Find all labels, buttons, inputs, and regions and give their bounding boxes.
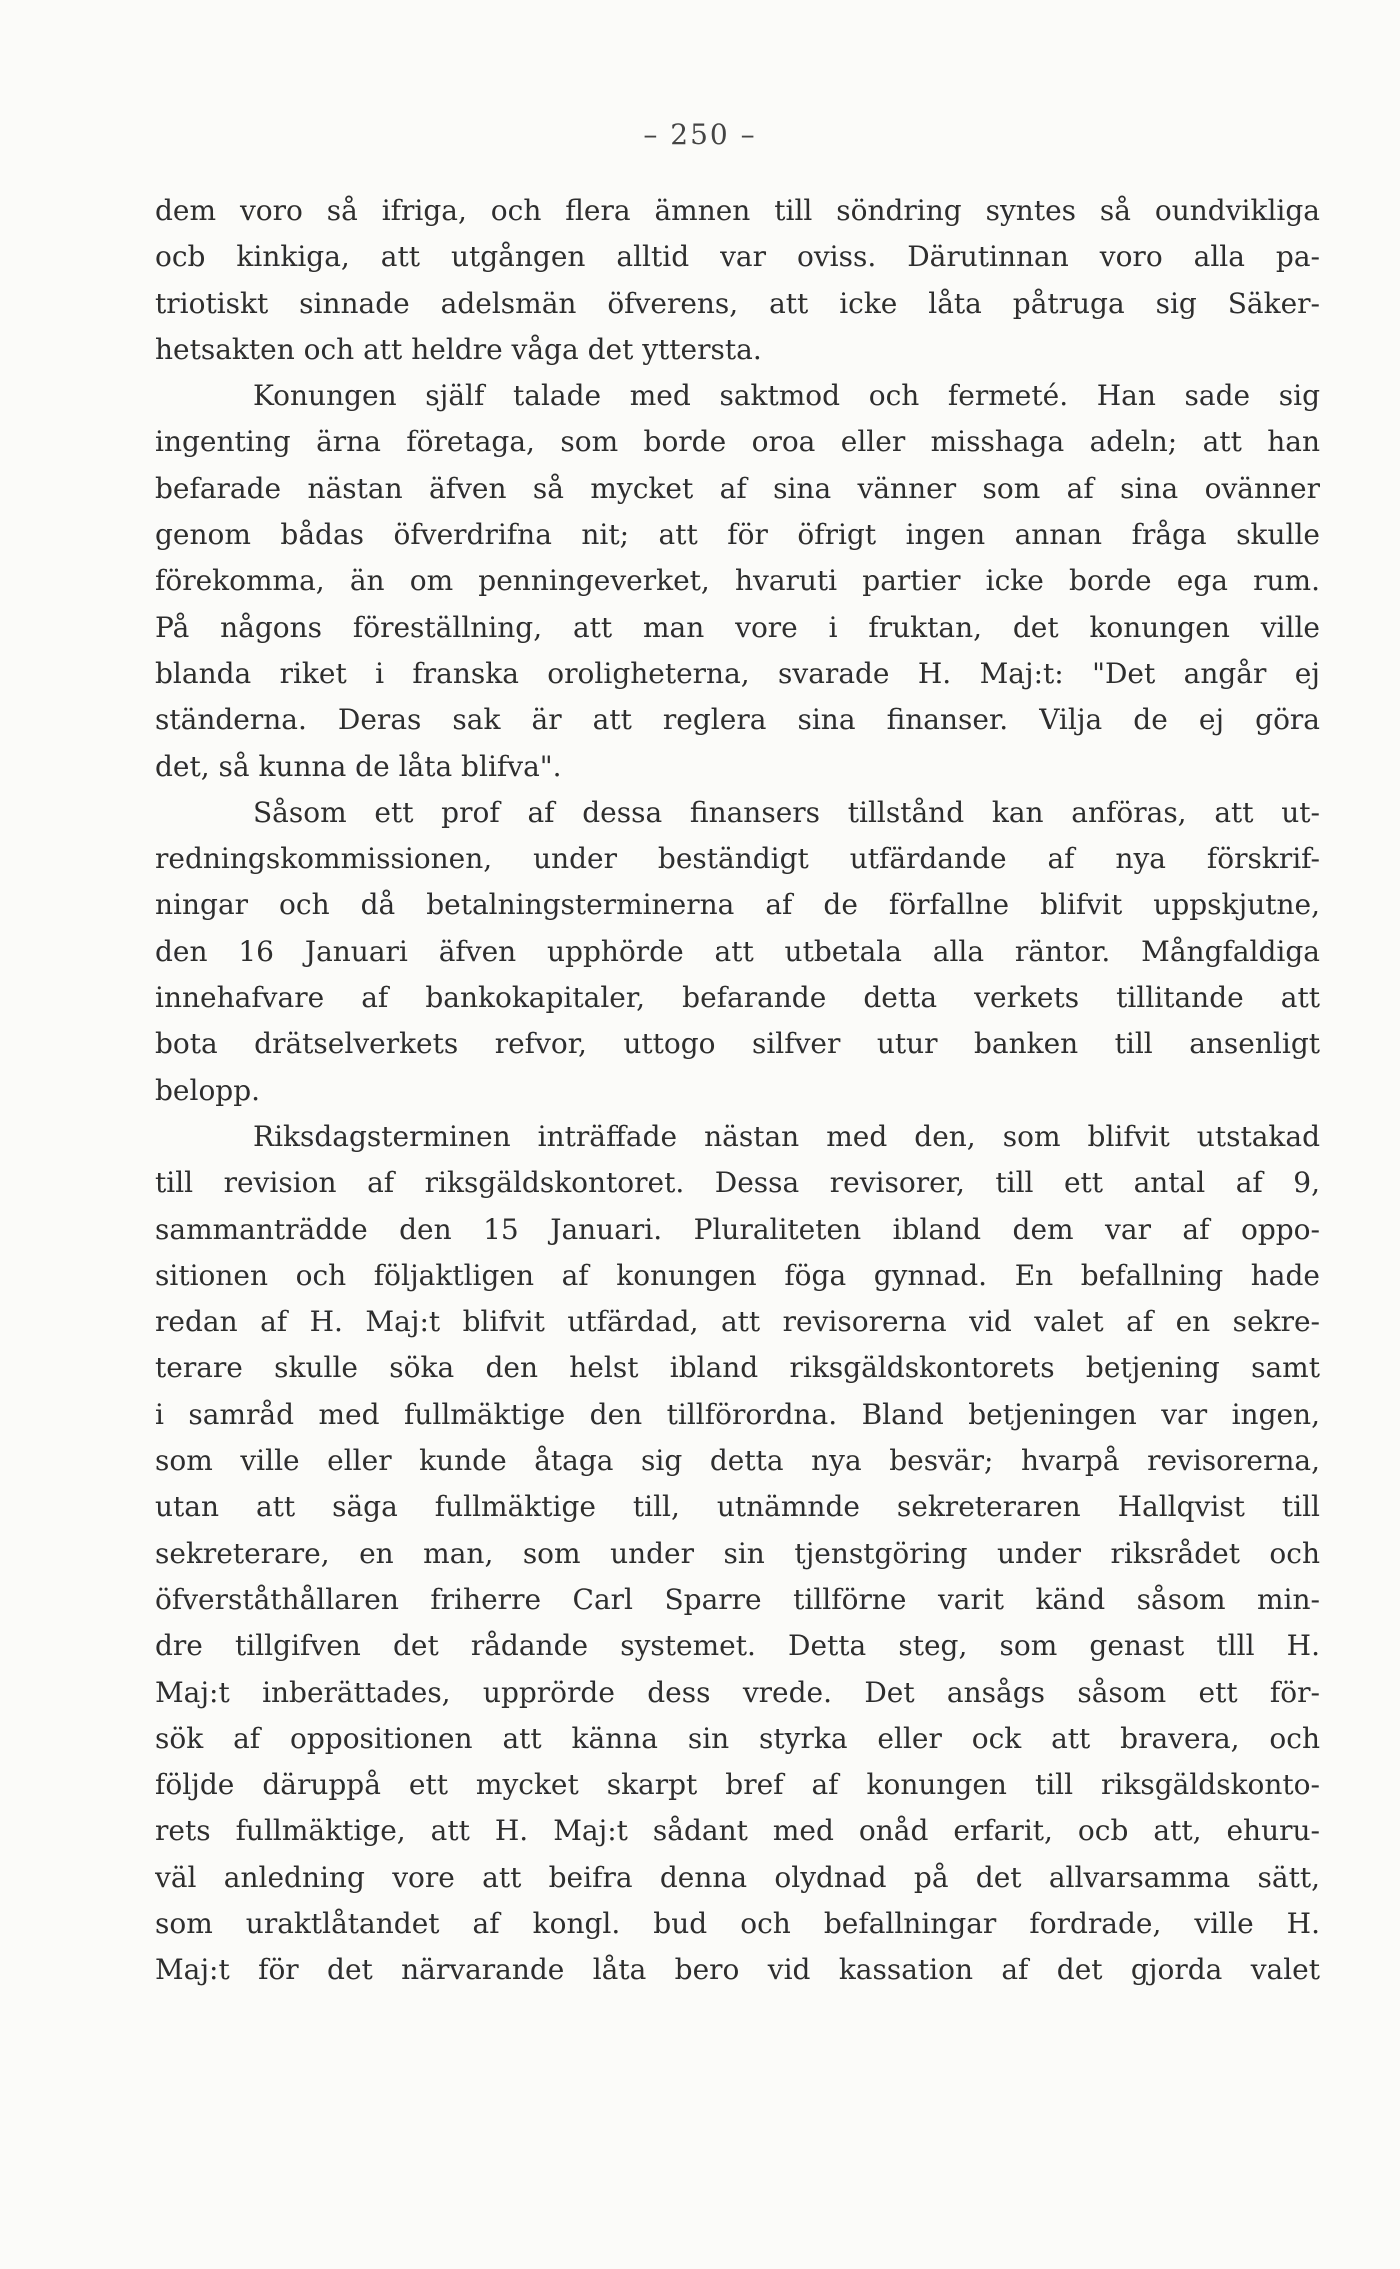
text-line: blanda riket i franska oroligheterna, svarade H. Maj:t: "Det angår ej bbox=[155, 656, 1320, 690]
paragraph-first-line: Såsom ett prof af dessa finansers tillstånd kan anföras, att ut- bbox=[253, 795, 1320, 829]
text-line: På någons föreställning, att man vore i fruktan, det konungen ville bbox=[155, 610, 1320, 644]
text-line: Maj:t inberättades, upprörde dess vrede. Det ansågs såsom ett för- bbox=[155, 1675, 1320, 1709]
body-text bbox=[155, 188, 1320, 1994]
text-line: dem voro så ifriga, och flera ämnen till söndring syntes så oundvikliga bbox=[155, 194, 1320, 227]
text-line: terare skulle söka den helst ibland riksgäldskontorets betjening samt bbox=[155, 1351, 1320, 1385]
page-number: – 250 – bbox=[643, 118, 757, 151]
text-line: sök af oppositionen att känna sin styrka eller ock att bravera, och bbox=[155, 1721, 1320, 1755]
text-line: belopp. bbox=[155, 1073, 261, 1107]
text-line: innehafvare af bankokapitaler, befarande detta verkets tillitande att bbox=[155, 981, 1320, 1015]
text-line: sekreterare, en man, som under sin tjenstgöring under riksrådet och bbox=[155, 1536, 1320, 1570]
paragraph-first-line: Konungen själf talade med saktmod och fermeté. Han sade sig bbox=[253, 379, 1320, 413]
text-line: till revision af riksgäldskontoret. Dessa revisorer, till ett antal af 9, bbox=[155, 1166, 1320, 1200]
text-line: sammanträdde den 15 Januari. Pluraliteten ibland dem var af oppo- bbox=[155, 1212, 1320, 1246]
text-line: befarade nästan äfven så mycket af sina vänner som af sina ovänner bbox=[155, 471, 1320, 505]
text-line: rets fullmäktige, att H. Maj:t sådant med onåd erfarit, ocb att, ehuru- bbox=[155, 1814, 1320, 1848]
text-line: den 16 Januari äfven upphörde att utbetala alla räntor. Mångfaldiga bbox=[155, 934, 1320, 968]
text-line: följde däruppå ett mycket skarpt bref af konungen till riksgäldskonto- bbox=[155, 1768, 1320, 1802]
text-line: förekomma, än om penningeverket, hvaruti partier icke borde ega rum. bbox=[155, 564, 1320, 598]
text-line: redan af H. Maj:t blifvit utfärdad, att revisorerna vid valet af en sekre- bbox=[155, 1305, 1320, 1339]
text-line: ocb kinkiga, att utgången alltid var oviss. Därutinnan voro alla pa- bbox=[155, 240, 1320, 274]
text-line: dre tillgifven det rådande systemet. Detta steg, som genast tlll H. bbox=[155, 1629, 1320, 1663]
text-line: sitionen och följaktligen af konungen föga gynnad. En befallning hade bbox=[155, 1258, 1320, 1292]
text-line: genom bådas öfverdrifna nit; att för öfrigt ingen annan fråga skulle bbox=[155, 518, 1320, 552]
paragraph-first-line: Riksdagsterminen inträffade nästan med den, som blifvit utstakad bbox=[253, 1119, 1320, 1153]
text-line: öfverståthållaren friherre Carl Sparre tillförne varit känd såsom min- bbox=[155, 1582, 1320, 1616]
text-line: redningskommissionen, under beständigt utfärdande af nya förskrif- bbox=[155, 842, 1320, 876]
text-line: ingenting ärna företaga, som borde oroa eller misshaga adeln; att han bbox=[155, 425, 1320, 459]
text-line: i samråd med fullmäktige den tillförordna. Bland betjeningen var ingen, bbox=[155, 1397, 1320, 1431]
text-line: som uraktlåtandet af kongl. bud och befallningar fordrade, ville H. bbox=[155, 1906, 1320, 1940]
text-line: triotiskt sinnade adelsmän öfverens, att icke låta påtruga sig Säker- bbox=[155, 286, 1320, 320]
text-line: bota drätselverkets refvor, uttogo silfver utur banken till ansenligt bbox=[155, 1027, 1320, 1061]
text-line: väl anledning vore att beifra denna olydnad på det allvarsamma sätt, bbox=[155, 1860, 1320, 1894]
text-line: som ville eller kunde åtaga sig detta nya besvär; hvarpå revisorerna, bbox=[155, 1444, 1320, 1478]
text-line: hetsakten och att heldre våga det yttersta. bbox=[155, 332, 762, 366]
text-line: ständerna. Deras sak är att reglera sina finanser. Vilja de ej göra bbox=[155, 703, 1320, 737]
text-line: ningar och då betalningsterminerna af de förfallne blifvit uppskjutne, bbox=[155, 888, 1320, 922]
text-line: Maj:t för det närvarande låta bero vid kassation af det gjorda valet bbox=[155, 1953, 1320, 1987]
text-line: utan att säga fullmäktige till, utnämnde sekreteraren Hallqvist till bbox=[155, 1490, 1320, 1524]
text-line: det, så kunna de låta blifva". bbox=[155, 749, 562, 783]
